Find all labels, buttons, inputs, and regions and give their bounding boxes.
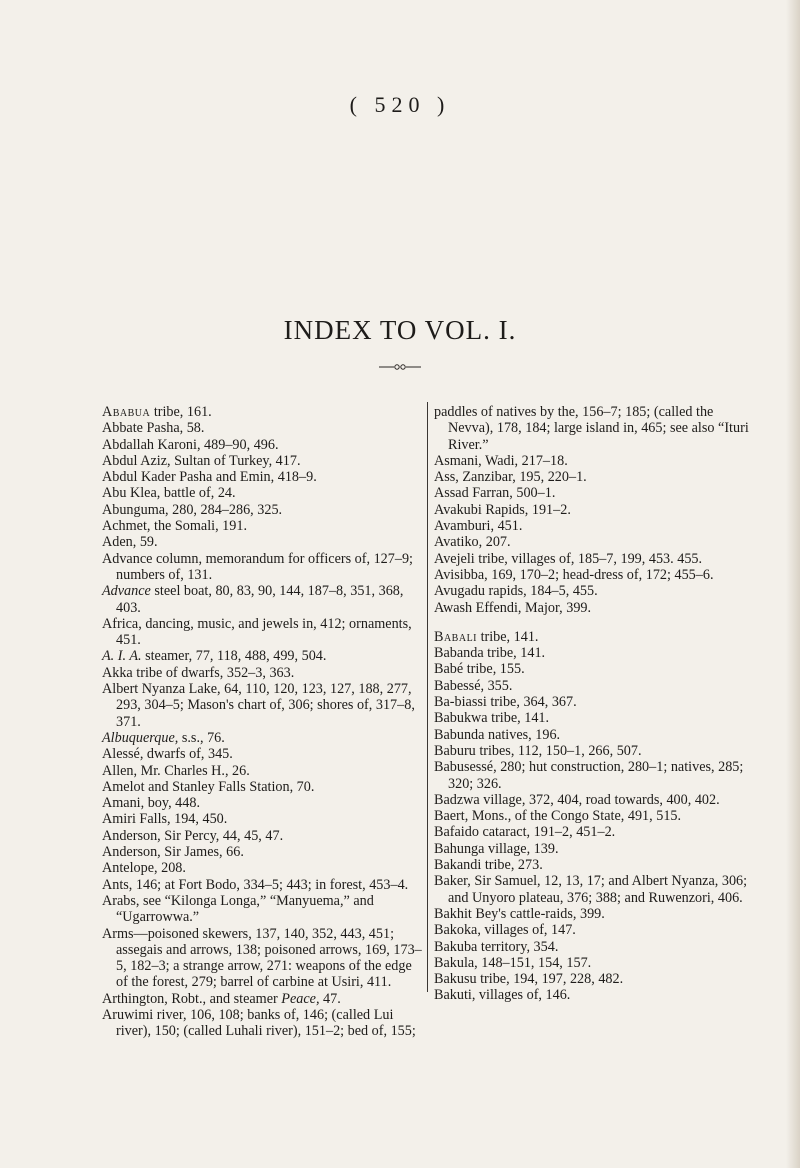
- index-entry: [102, 502, 424, 518]
- entry-italic: A. I. A.: [102, 648, 142, 665]
- index-entry: [434, 404, 756, 453]
- index-entry: [434, 743, 756, 759]
- entry-text: Bakuba territory, 354.: [434, 938, 559, 955]
- entry-text: Aruwimi river, 106, 108; banks of, 146; (called Lui river), 150; (called Luhali river), 151–2; bed of, 155;: [102, 1006, 416, 1040]
- entry-text: Abdul Aziz, Sultan of Turkey, 417.: [102, 452, 301, 469]
- index-entry: [102, 763, 424, 779]
- index-entry: [102, 485, 424, 501]
- entry-text: Amiri Falls, 194, 450.: [102, 811, 228, 828]
- entry-text: Abdallah Karoni, 489–90, 496.: [102, 436, 279, 453]
- index-entry: [102, 648, 424, 664]
- index-entry: [434, 922, 756, 938]
- index-entry: [102, 469, 424, 485]
- entry-text: Babunda natives, 196.: [434, 726, 561, 743]
- entry-heading: Ababua: [102, 404, 151, 420]
- index-entry: [434, 600, 756, 616]
- entry-text: Ants, 146; at Fort Bodo, 334–5; 443; in forest, 453–4.: [102, 876, 409, 893]
- entry-text: Baburu tribes, 112, 150–1, 266, 507.: [434, 742, 642, 759]
- index-entry: [434, 710, 756, 726]
- entry-text: Abu Klea, battle of, 24.: [102, 485, 236, 502]
- entry-text: Asmani, Wadi, 217–18.: [434, 452, 568, 469]
- entry-text: Abdul Kader Pasha and Emin, 418–9.: [102, 469, 317, 486]
- entry-text: Baert, Mons., of the Congo State, 491, 515.: [434, 808, 682, 825]
- index-entry: [434, 453, 756, 469]
- entry-text: steel boat, 80, 83, 90, 144, 187–8, 351, 368, 403.: [116, 583, 404, 616]
- entry-text: 47.: [319, 990, 341, 1007]
- index-entry: [434, 518, 756, 534]
- entry-text: Bafaido cataract, 191–2, 451–2.: [434, 824, 616, 841]
- index-entry: [102, 1007, 424, 1040]
- entry-text: Abbate Pasha, 58.: [102, 420, 205, 437]
- index-column-left: [102, 404, 424, 1040]
- entry-text: Avakubi Rapids, 191–2.: [434, 501, 571, 518]
- index-column-right: [434, 404, 756, 1004]
- index-entry: [102, 991, 424, 1007]
- index-entry: [434, 824, 756, 840]
- entry-text: Amani, boy, 448.: [102, 795, 200, 812]
- entry-italic: Advance: [102, 583, 151, 600]
- index-entry: [102, 811, 424, 827]
- entry-text: Babanda tribe, 141.: [434, 645, 546, 662]
- index-entry: [102, 779, 424, 795]
- index-title: INDEX TO VOL. I.: [283, 315, 517, 345]
- entry-text: Babé tribe, 155.: [434, 661, 525, 678]
- entry-text: Bakusu tribe, 194, 197, 228, 482.: [434, 971, 624, 988]
- column-divider: [427, 402, 428, 992]
- index-entry: [102, 420, 424, 436]
- index-entry: [102, 437, 424, 453]
- index-entry: [102, 877, 424, 893]
- entry-text: Ba-biassi tribe, 364, 367.: [434, 694, 577, 711]
- index-entry: [434, 629, 756, 645]
- entry-text: Bakhit Bey's cattle-raids, 399.: [434, 905, 605, 922]
- index-entry: [434, 759, 756, 792]
- index-entry: [434, 987, 756, 1003]
- entry-text: Avugadu rapids, 184–5, 455.: [434, 583, 598, 600]
- index-entry: [434, 873, 756, 906]
- index-entry: [102, 551, 424, 584]
- entry-text: Assad Farran, 500–1.: [434, 485, 556, 502]
- entry-text: Bahunga village, 139.: [434, 840, 559, 857]
- index-entry: [102, 404, 424, 420]
- index-entry: [434, 583, 756, 599]
- entry-text: Albert Nyanza Lake, 64, 110, 120, 123, 127, 188, 277, 293, 304–5; Mason's chart of, 306; shores of, 317–8, 371.: [102, 681, 415, 730]
- entry-text: tribe, 161.: [150, 404, 212, 420]
- entry-text: Avamburi, 451.: [434, 518, 523, 535]
- entry-text: Alessé, dwarfs of, 345.: [102, 746, 233, 763]
- index-entry: [434, 971, 756, 987]
- entry-text: Ass, Zanzibar, 195, 220–1.: [434, 469, 587, 486]
- index-entry: [434, 534, 756, 550]
- index-entry: [102, 518, 424, 534]
- entry-text: Babessé, 355.: [434, 677, 513, 694]
- entry-text: Anderson, Sir Percy, 44, 45, 47.: [102, 827, 284, 844]
- entry-text: Bakula, 148–151, 154, 157.: [434, 954, 592, 971]
- entry-text: steamer, 77, 118, 488, 499, 504.: [141, 648, 327, 665]
- index-entry: [102, 795, 424, 811]
- entry-text: Bakoka, villages of, 147.: [434, 922, 576, 939]
- entry-italic: Peace,: [281, 990, 320, 1007]
- entry-text: Akka tribe of dwarfs, 352–3, 363.: [102, 664, 295, 681]
- index-entry: [102, 828, 424, 844]
- index-entry: [102, 926, 424, 991]
- index-entry: [102, 844, 424, 860]
- entry-text: Arthington, Robt., and steamer: [102, 990, 282, 1007]
- entry-text: Avejeli tribe, villages of, 185–7, 199, 453. 455.: [434, 550, 703, 567]
- entry-text: Arabs, see “Kilonga Longa,” “Manyuema,” and “Ugarrowwa.”: [102, 892, 374, 926]
- index-entry: [434, 906, 756, 922]
- entry-text: Babusessé, 280; hut construction, 280–1; natives, 285; 320; 326.: [434, 759, 744, 792]
- entry-text: Advance column, memorandum for officers of, 127–9; numbers of, 131.: [102, 550, 413, 583]
- entry-text: Badzwa village, 372, 404, road towards, 400, 402.: [434, 791, 720, 808]
- entry-text: Avatiko, 207.: [434, 534, 511, 551]
- entry-text: Baker, Sir Samuel, 12, 13, 17; and Albert Nyanza, 306; and Unyoro plateau, 376; 388; and Ruwenzori, 406.: [434, 873, 748, 906]
- entry-text: Arms—poisoned skewers, 137, 140, 352, 443, 451; assegais and arrows, 138; poisoned arrows, 169, 173–5, 182–3; a strange arrow, 271: weapons of the edge of the forest, 279; barrel of carbine at Usiri, 411.: [102, 925, 422, 991]
- index-entry: [434, 502, 756, 518]
- entry-text: Achmet, the Somali, 191.: [102, 518, 248, 535]
- index-entry: [102, 860, 424, 876]
- entry-text: Bakuti, villages of, 146.: [434, 987, 571, 1004]
- index-entry: [434, 841, 756, 857]
- index-entry: [102, 665, 424, 681]
- index-entry: [102, 681, 424, 730]
- entry-text: Aden, 59.: [102, 534, 158, 551]
- index-entry: [434, 955, 756, 971]
- entry-text: Antelope, 208.: [102, 860, 186, 877]
- index-entry: [434, 792, 756, 808]
- index-entry: [434, 551, 756, 567]
- index-entry: [102, 616, 424, 649]
- index-entry: [102, 453, 424, 469]
- entry-text: Africa, dancing, music, and jewels in, 412; ornaments, 451.: [102, 615, 412, 649]
- entry-text: paddles of natives by the, 156–7; 185; (called the Nevva), 178, 184; large island in, 465; see also “Ituri River.”: [434, 404, 749, 453]
- entry-text: Anderson, Sir James, 66.: [102, 844, 244, 861]
- index-entry: [102, 534, 424, 550]
- entry-heading: Babali: [434, 628, 478, 645]
- index-entry: [434, 857, 756, 873]
- entry-text: Amelot and Stanley Falls Station, 70.: [102, 778, 315, 795]
- index-entry: [434, 678, 756, 694]
- index-entry: [434, 645, 756, 661]
- entry-text: tribe, 141.: [477, 628, 539, 645]
- index-entry: [434, 469, 756, 485]
- index-entry: [102, 893, 424, 926]
- page-edge-shadow: [786, 0, 800, 1168]
- index-entry: [434, 661, 756, 677]
- entry-italic: Albuquerque,: [102, 729, 179, 746]
- index-entry: [434, 567, 756, 583]
- entry-text: Allen, Mr. Charles H., 26.: [102, 762, 250, 779]
- entry-text: Babukwa tribe, 141.: [434, 710, 550, 727]
- index-entry: [102, 746, 424, 762]
- index-entry: [102, 730, 424, 746]
- index-entry: [434, 727, 756, 743]
- entry-text: s.s., 76.: [178, 729, 225, 746]
- index-entry: [434, 939, 756, 955]
- index-entry: [434, 485, 756, 501]
- index-entry: [434, 808, 756, 824]
- entry-text: Avisibba, 169, 170–2; head-dress of, 172; 455–6.: [434, 566, 714, 583]
- page-number: ( 520 ): [349, 92, 451, 117]
- title-ornament-rule: [379, 362, 421, 372]
- index-entry: [434, 694, 756, 710]
- index-entry: [102, 583, 424, 616]
- entry-text: Awash Effendi, Major, 399.: [434, 599, 592, 616]
- entry-text: Abunguma, 280, 284–286, 325.: [102, 501, 283, 518]
- entry-text: Bakandi tribe, 273.: [434, 857, 543, 874]
